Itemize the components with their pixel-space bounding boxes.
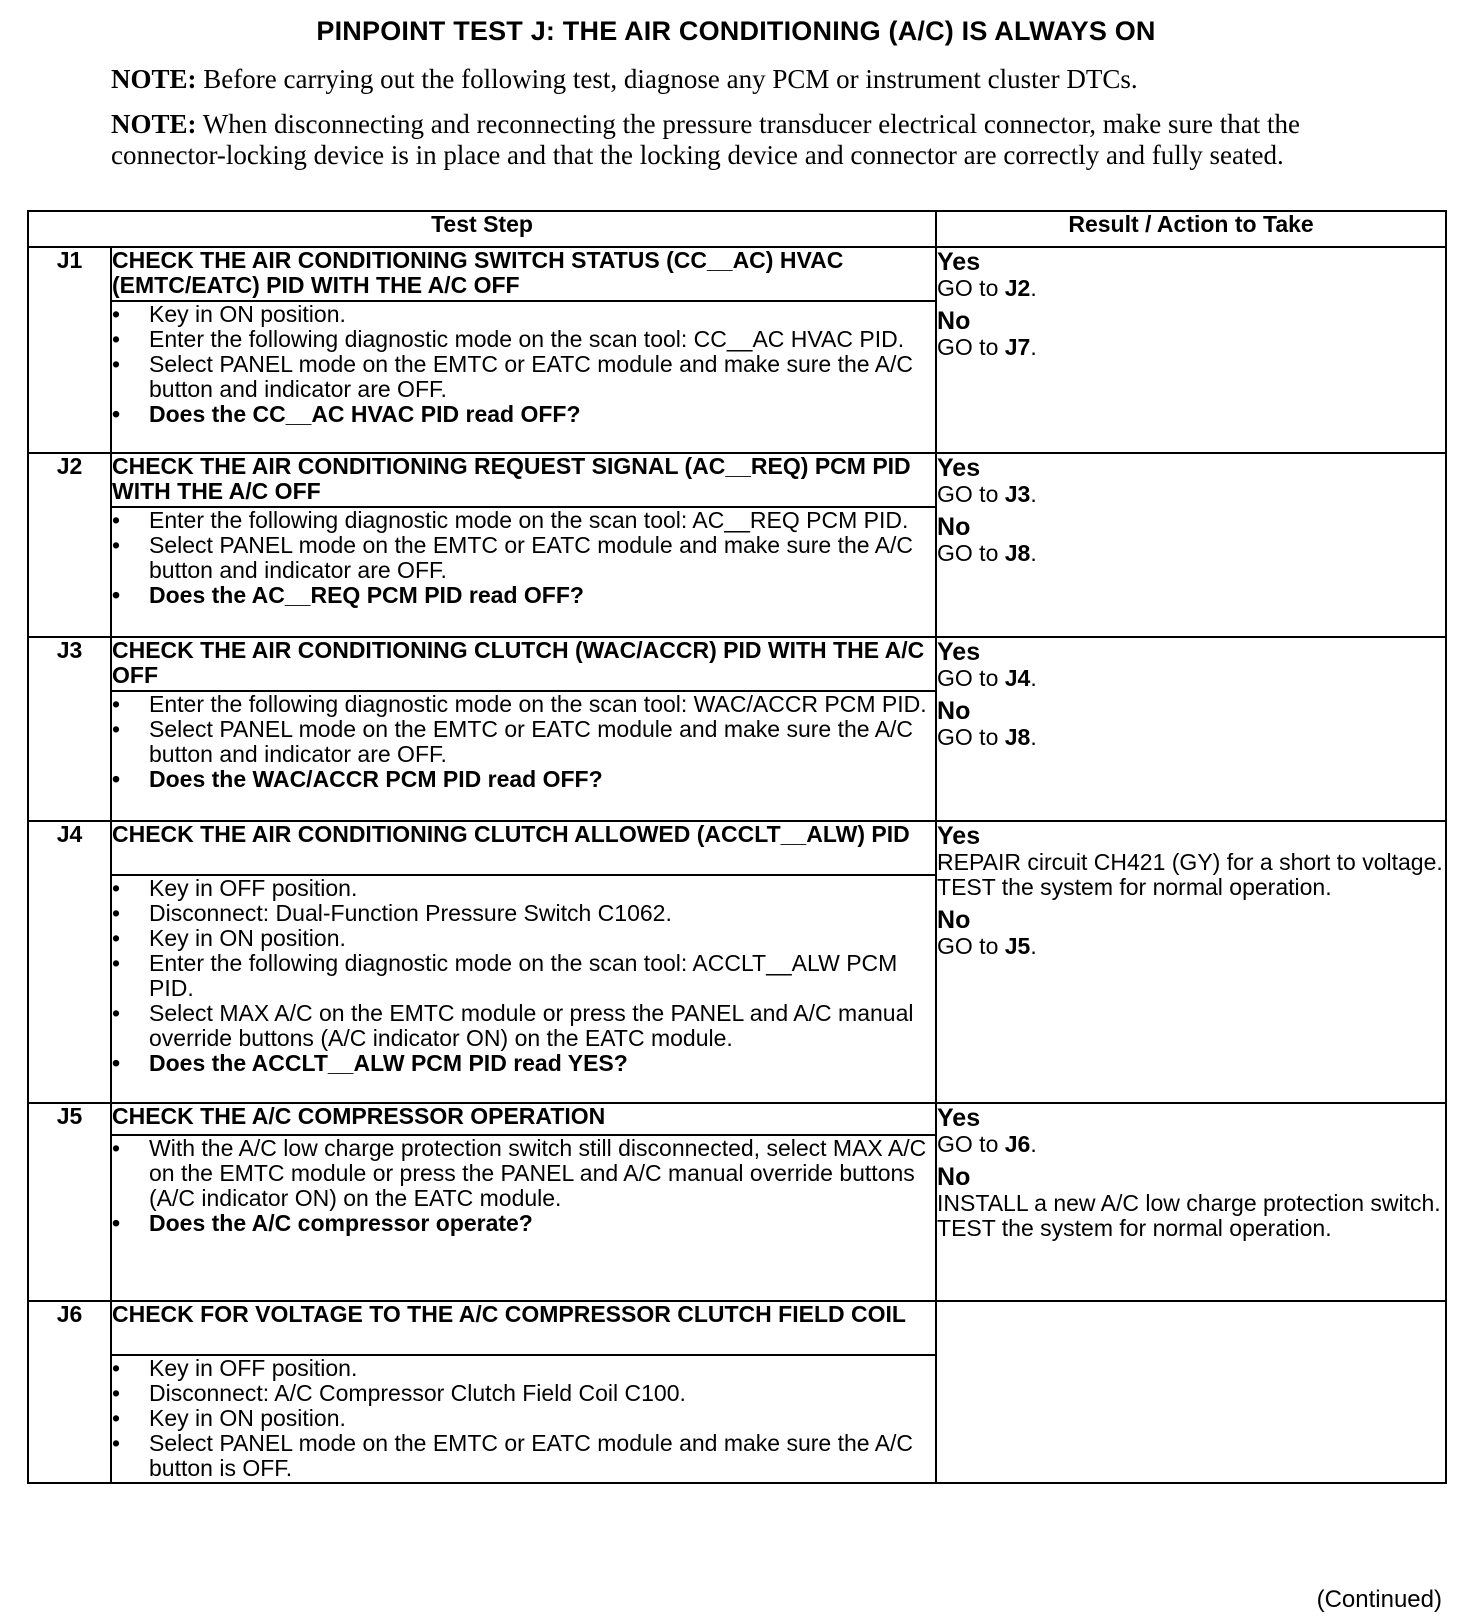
no-action-suffix: . <box>1030 724 1037 750</box>
instruction-list <box>112 692 935 792</box>
instruction-list <box>112 1136 935 1236</box>
yes-action-text: REPAIR circuit CH421 (GY) for a short to voltage. TEST the system for normal operation. <box>937 849 1443 900</box>
yes-action-suffix: . <box>1030 1131 1037 1157</box>
step-title: CHECK THE AIR CONDITIONING REQUEST SIGNAL (AC__REQ) PCM PID WITH THE A/C OFF <box>111 453 936 507</box>
no-target-step: J8 <box>1004 540 1031 566</box>
yes-label: Yes <box>937 638 981 666</box>
no-action <box>937 725 1445 750</box>
step-question: • Does the AC__REQ PCM PID read OFF? <box>112 583 935 608</box>
no-action-suffix: . <box>1030 334 1037 360</box>
table-header-row <box>28 211 1446 247</box>
no-target-step: J5 <box>1004 933 1031 959</box>
instruction-list <box>112 508 935 608</box>
step-title: CHECK THE AIR CONDITIONING CLUTCH ALLOWED (ACCLT__ALW) PID <box>111 821 936 875</box>
yes-target-step: J4 <box>1004 665 1031 691</box>
yes-action-suffix: . <box>1030 275 1037 301</box>
yes-action <box>937 1132 1445 1157</box>
instruction-item: • Select PANEL mode on the EMTC or EATC module and make sure the A/C button is OFF. <box>112 1431 935 1481</box>
yes-action <box>937 482 1445 507</box>
instruction-item: • Disconnect: A/C Compressor Clutch Field Coil C100. <box>112 1381 935 1406</box>
step-title-row <box>28 247 1446 301</box>
instruction-item: • Disconnect: Dual-Function Pressure Switch C1062. <box>112 901 935 926</box>
yes-action-text: GO to <box>937 1131 1005 1157</box>
step-title-row <box>28 1301 1446 1355</box>
step-title-row <box>28 821 1446 875</box>
instruction-item: • Select PANEL mode on the EMTC or EATC module and make sure the A/C button and indicator are OFF. <box>112 352 935 402</box>
yes-label: Yes <box>937 1104 981 1132</box>
instruction-item: • Select PANEL mode on the EMTC or EATC module and make sure the A/C button and indicator are OFF. <box>112 717 935 767</box>
instruction-item: • Key in ON position. <box>112 302 935 327</box>
step-id: J1 <box>28 247 111 453</box>
step-title: CHECK THE AIR CONDITIONING CLUTCH (WAC/ACCR) PID WITH THE A/C OFF <box>111 637 936 691</box>
instruction-item: • With the A/C low charge protection switch still disconnected, select MAX A/C on the EMTC module or press the PANEL and A/C manual override buttons (A/C indicator ON) on the EATC module. <box>112 1136 935 1211</box>
instruction-item: • Key in ON position. <box>112 926 935 951</box>
step-question: • Does the A/C compressor operate? <box>112 1211 935 1236</box>
step-question: • Does the WAC/ACCR PCM PID read OFF? <box>112 767 935 792</box>
page-title: PINPOINT TEST J: THE AIR CONDITIONING (A/C) IS ALWAYS ON <box>316 16 1156 46</box>
step-result <box>936 637 1446 821</box>
no-action <box>937 335 1445 360</box>
instruction-item: • Key in OFF position. <box>112 876 935 901</box>
no-action-suffix: . <box>1030 933 1037 959</box>
instruction-item: • Enter the following diagnostic mode on the scan tool: AC__REQ PCM PID. <box>112 508 935 533</box>
yes-action-suffix: . <box>1030 665 1037 691</box>
step-id: J4 <box>28 821 111 1103</box>
instruction-list <box>112 876 935 1076</box>
no-action-text: GO to <box>937 334 1005 360</box>
yes-label: Yes <box>937 454 981 482</box>
step-instructions <box>111 1355 936 1483</box>
step-id: J2 <box>28 453 111 637</box>
no-label: No <box>937 1163 971 1191</box>
no-action-text: GO to <box>937 724 1005 750</box>
pinpoint-test-table <box>27 210 1447 1484</box>
step-title-row <box>28 1103 1446 1135</box>
step-result <box>936 247 1446 453</box>
no-action <box>937 934 1445 959</box>
step-id: J6 <box>28 1301 111 1483</box>
yes-action-text: GO to <box>937 275 1005 301</box>
instruction-item: • Enter the following diagnostic mode on the scan tool: ACCLT__ALW PCM PID. <box>112 951 935 1001</box>
step-id: J3 <box>28 637 111 821</box>
no-action-text: INSTALL a new A/C low charge protection switch. TEST the system for normal operation. <box>937 1190 1441 1241</box>
yes-action-text: GO to <box>937 481 1005 507</box>
instruction-item: • Select PANEL mode on the EMTC or EATC module and make sure the A/C button and indicator are OFF. <box>112 533 935 583</box>
yes-action <box>937 276 1445 301</box>
step-id: J5 <box>28 1103 111 1301</box>
step-instructions <box>111 507 936 637</box>
step-result <box>936 821 1446 1103</box>
instruction-item: • Key in ON position. <box>112 1406 935 1431</box>
no-label: No <box>937 697 971 725</box>
note-text: Before carrying out the following test, diagnose any PCM or instrument cluster DTCs. <box>196 64 1138 94</box>
instruction-item: • Enter the following diagnostic mode on the scan tool: CC__AC HVAC PID. <box>112 327 935 352</box>
note-text: When disconnecting and reconnecting the pressure transducer electrical connector, make sure that the connector-locking device is in place and that the locking device and connector are correctly and fully seated. <box>111 109 1300 170</box>
no-label: No <box>937 513 971 541</box>
yes-action-suffix: . <box>1030 481 1037 507</box>
step-title-row <box>28 637 1446 691</box>
step-result <box>936 1301 1446 1483</box>
yes-target-step: J2 <box>1004 275 1031 301</box>
note-label: NOTE: <box>111 64 197 94</box>
step-title: CHECK THE AIR CONDITIONING SWITCH STATUS (CC__AC) HVAC (EMTC/EATC) PID WITH THE A/C OFF <box>111 247 936 301</box>
yes-action-text: GO to <box>937 665 1005 691</box>
instruction-item: • Key in OFF position. <box>112 1356 935 1381</box>
instruction-list <box>112 302 935 427</box>
no-label: No <box>937 307 971 335</box>
no-action <box>937 541 1445 566</box>
no-label: No <box>937 906 971 934</box>
yes-label: Yes <box>937 822 981 850</box>
step-title-row <box>28 453 1446 507</box>
note-label: NOTE: <box>111 109 197 139</box>
note-2 <box>111 109 1361 171</box>
no-target-step: J8 <box>1004 724 1031 750</box>
no-action-text: GO to <box>937 540 1005 566</box>
yes-action <box>937 666 1445 691</box>
step-question: • Does the ACCLT__ALW PCM PID read YES? <box>112 1051 935 1076</box>
note-1 <box>111 64 1361 95</box>
result-header: Result / Action to Take <box>936 211 1446 247</box>
step-result <box>936 453 1446 637</box>
no-action-suffix: . <box>1030 540 1037 566</box>
yes-action <box>937 850 1445 900</box>
instruction-list <box>112 1356 935 1481</box>
step-instructions <box>111 301 936 453</box>
step-result <box>936 1103 1446 1301</box>
no-action-text: GO to <box>937 933 1005 959</box>
no-target-step: J7 <box>1004 334 1031 360</box>
step-title: CHECK THE A/C COMPRESSOR OPERATION <box>111 1103 936 1135</box>
no-action <box>937 1191 1445 1241</box>
yes-target-step: J3 <box>1004 481 1031 507</box>
instruction-item: • Select MAX A/C on the EMTC module or press the PANEL and A/C manual override buttons (A/C indicator ON) on the EATC module. <box>112 1001 935 1051</box>
yes-target-step: J6 <box>1004 1131 1031 1157</box>
step-instructions <box>111 691 936 821</box>
yes-label: Yes <box>937 248 981 276</box>
step-question: • Does the CC__AC HVAC PID read OFF? <box>112 402 935 427</box>
test-step-header: Test Step <box>28 211 936 247</box>
step-instructions <box>111 875 936 1103</box>
instruction-item: • Enter the following diagnostic mode on the scan tool: WAC/ACCR PCM PID. <box>112 692 935 717</box>
step-title: CHECK FOR VOLTAGE TO THE A/C COMPRESSOR CLUTCH FIELD COIL <box>111 1301 936 1355</box>
continued-label: (Continued) <box>1316 1586 1442 1613</box>
step-instructions <box>111 1135 936 1301</box>
